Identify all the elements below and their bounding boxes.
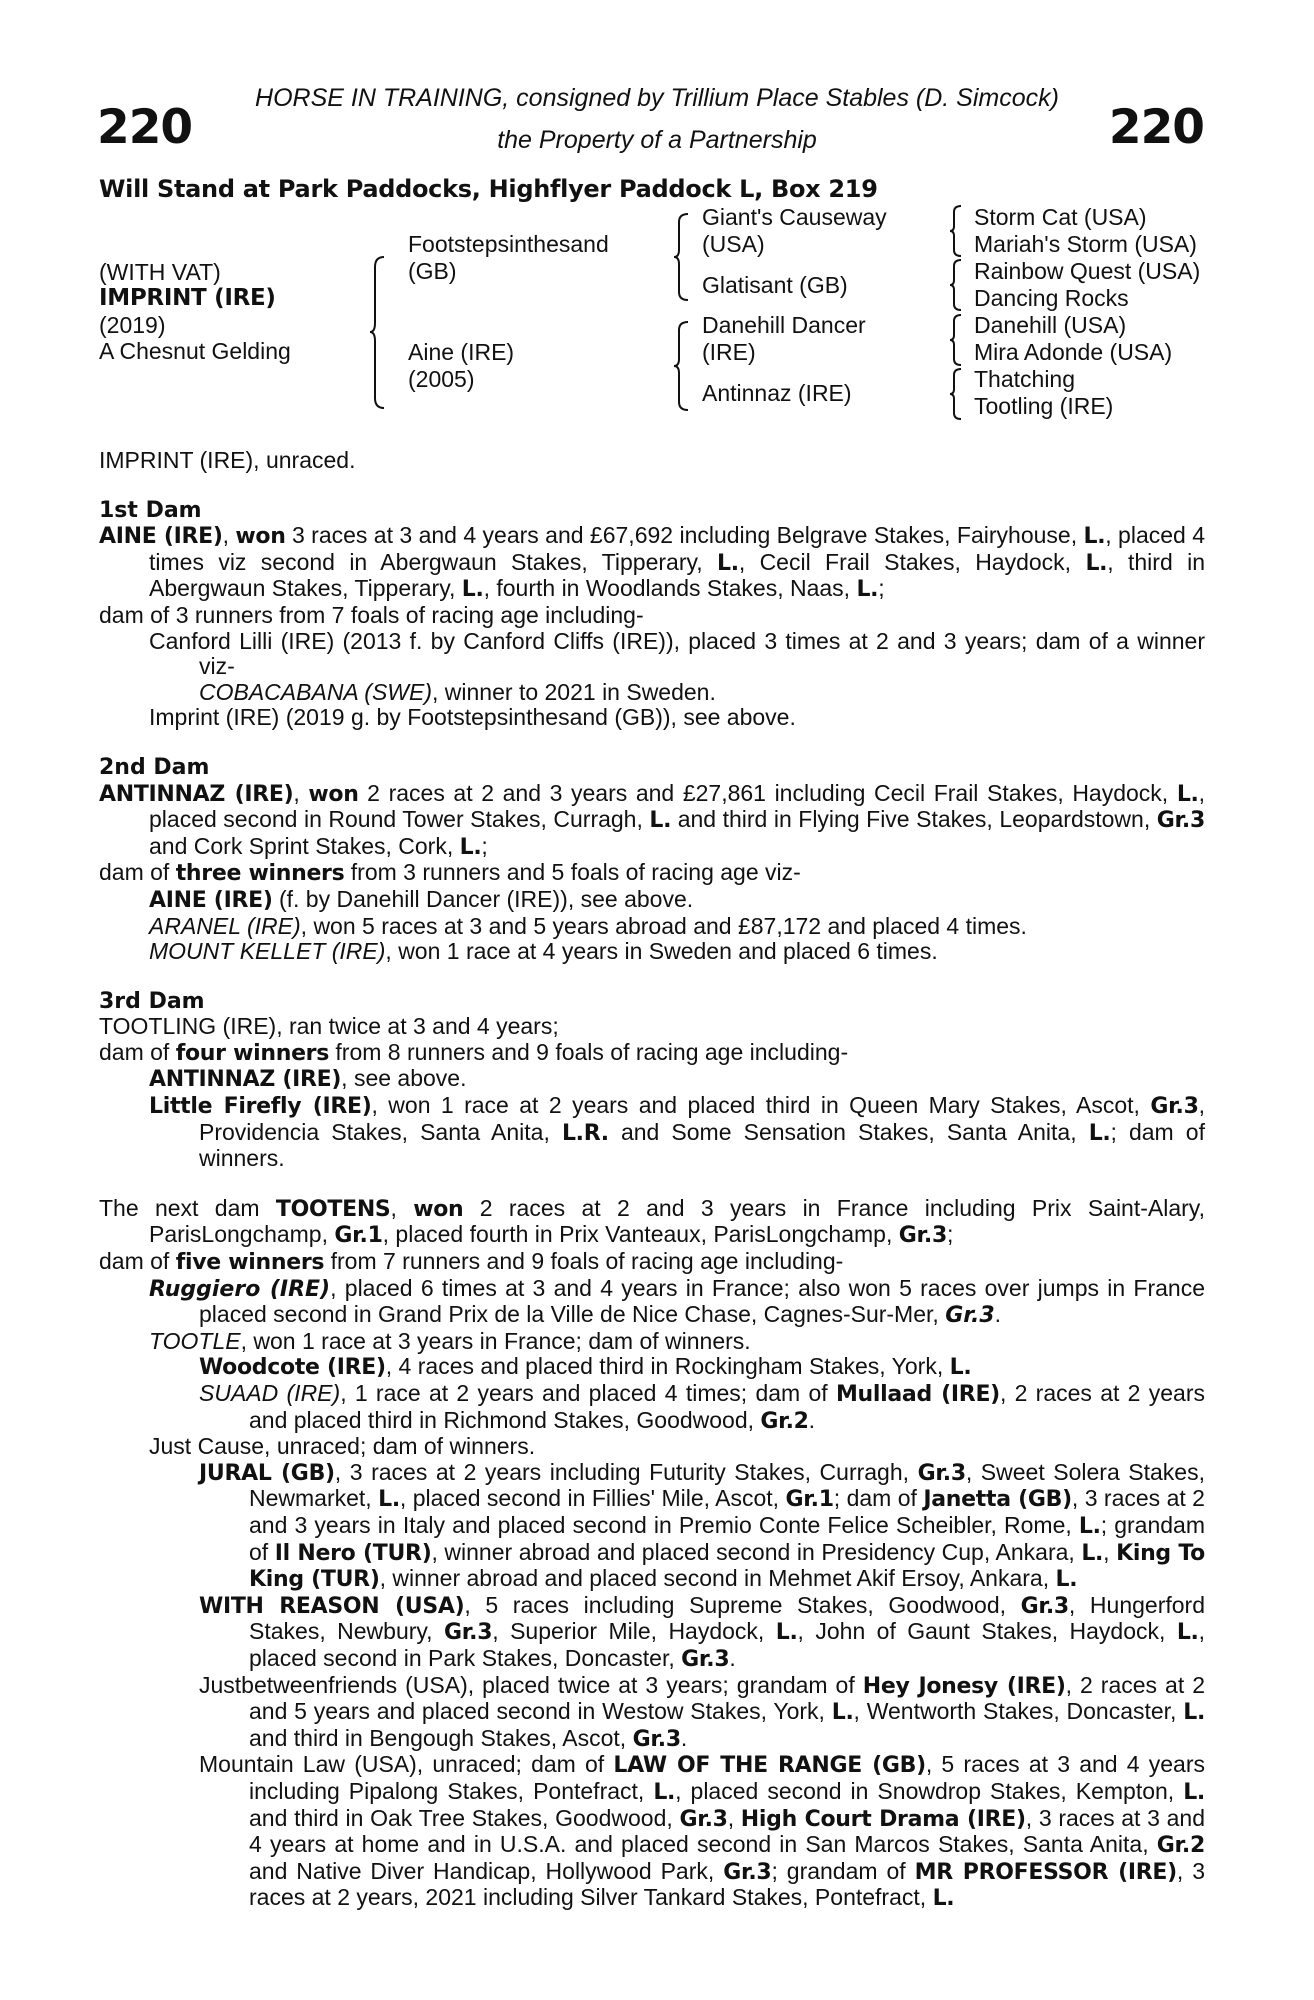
second-dam-produce-summary: dam of three winners from 3 runners and 5 foals of racing age viz-: [99, 859, 801, 887]
dam-year: (2005): [408, 366, 475, 392]
horse-description: A Chesnut Gelding: [99, 338, 291, 364]
lot-number-left: 220: [97, 100, 193, 155]
produce-item: JURAL (GB), 3 races at 2 years including Futurity Stakes, Curragh, Gr.3, Sweet Solera Stakes, Newmarket, L., placed second in Fillies' Mile, Ascot, Gr.1; dam of Janetta (GB), 3 races at 2 and 3 years in Italy and placed second in Premio Conte Felice Scheibler, Rome, L.; grandam of Il Nero (TUR), winner abroad and placed second in Presidency Cup, Ankara, L., King To King (TUR), winner abroad and placed second in Mehmet Akif Ersoy, Ankara, L.: [199, 1458, 1206, 1593]
second-dam-title: 2nd Dam: [99, 754, 210, 780]
first-dam-title: 1st Dam: [99, 497, 202, 523]
dd-dam: Tootling (IRE): [974, 393, 1114, 419]
fourth-dam-record: The next dam TOOTENS, won 2 races at 2 and 3 years in France including Prix Saint-Alary, ParisLongchamp, Gr.1, placed fourth in Prix Vanteaux, ParisLongchamp, Gr.3;: [99, 1194, 1205, 1249]
ss-dam: Mariah's Storm (USA): [974, 231, 1197, 257]
sd-brace: [948, 258, 964, 312]
second-dam-section: [99, 755, 1205, 965]
third-dam-produce-summary: dam of four winners from 8 runners and 9 foals of racing age including-: [99, 1038, 849, 1066]
second-dam-record: ANTINNAZ (IRE), won 2 races at 2 and 3 years and £27,861 including Cecil Frail Stakes, Haydock, L., placed second in Round Tower Stakes, Curragh, L. and third in Flying Five Stakes, Leopardstown, Gr.3 and Cork Sprint Stakes, Cork, L.;: [99, 779, 1205, 860]
produce-item: Canford Lilli (IRE) (2013 f. by Canford Cliffs (IRE)), placed 3 times at 2 and 3 years; dam of a winner viz-: [149, 627, 1205, 680]
fourth-dam-section: [99, 1196, 1205, 1912]
catalogue-notes: [99, 448, 1205, 1912]
produce-item: Ruggiero (IRE), placed 6 times at 3 and 4 years in France; also won 5 races over jumps in France placed second in Grand Prix de la Ville de Nice Chase, Cagnes-Sur-Mer, Gr.3.: [149, 1274, 1206, 1329]
horse-intro: IMPRINT (IRE), unraced.: [99, 447, 356, 473]
produce-item: Little Firefly (IRE), won 1 race at 2 years and placed third in Queen Mary Stakes, Ascot, Gr.3, Providencia Stakes, Santa Anita, L.R. and Some Sensation Stakes, Santa Anita, L.; dam of winners.: [149, 1092, 1205, 1172]
first-dam-produce-summary: dam of 3 runners from 7 foals of racing age including-: [99, 601, 644, 628]
produce-item: Justbetweenfriends (USA), placed twice at 3 years; grandam of Hey Jonesy (IRE), 2 races at 2 and 5 years and placed second in Westow Stakes, York, L., Wentworth Stakes, Doncaster, L. and third in Bengough Stakes, Ascot, Gr.3.: [199, 1671, 1206, 1752]
produce-item: Imprint (IRE) (2019 g. by Footstepsinthesand (GB)), see above.: [149, 704, 796, 731]
third-dam-section: [99, 989, 1205, 1172]
produce-item: AINE (IRE) (f. by Danehill Dancer (IRE)), see above.: [149, 885, 694, 913]
dam-brace: [672, 320, 692, 412]
produce-item: ARANEL (IRE), won 5 races at 3 and 5 years abroad and £87,172 and placed 4 times.: [149, 912, 1027, 939]
main-brace: [368, 255, 388, 410]
first-dam-section: [99, 498, 1205, 731]
dam-name: Aine (IRE): [408, 339, 515, 365]
consignment-line: HORSE IN TRAINING, consigned by Trillium Place Stables (D. Simcock): [255, 84, 1059, 112]
third-dam-record: TOOTLING (IRE), ran twice at 3 and 4 years;: [99, 1013, 559, 1040]
vat-note: (WITH VAT): [99, 259, 221, 285]
produce-item: MOUNT KELLET (IRE), won 1 race at 4 years in Sweden and placed 6 times.: [149, 938, 938, 965]
sd-sire: Rainbow Quest (USA): [974, 258, 1201, 284]
dam-sire-country: (IRE): [702, 339, 756, 365]
ss-brace: [948, 204, 964, 258]
horse-name: IMPRINT (IRE): [99, 285, 276, 311]
sire-sire-country: (USA): [702, 231, 765, 257]
produce-item: TOOTLE, won 1 race at 3 years in France; dam of winners.: [149, 1327, 751, 1354]
ss-sire: Storm Cat (USA): [974, 204, 1147, 230]
fourth-dam-produce-summary: dam of five winners from 7 runners and 9 foals of racing age including-: [99, 1248, 844, 1276]
first-dam-record: AINE (IRE), won 3 races at 3 and 4 years and £67,692 including Belgrave Stakes, Fairyhouse, L., placed 4 times viz second in Abergwaun Stakes, Tipperary, L., Cecil Frail Stakes, Haydock, L., third in Abergwaun Stakes, Tipperary, L., fourth in Woodlands Stakes, Naas, L.;: [99, 522, 1206, 603]
produce-item: ANTINNAZ (IRE), see above.: [149, 1065, 467, 1093]
produce-item: SUAAD (IRE), 1 race at 2 years and placed 4 times; dam of Mullaad (IRE), 2 races at 2 years and placed third in Richmond Stakes, Goodwood, Gr.2.: [199, 1380, 1205, 1434]
dam-dam: Antinnaz (IRE): [702, 380, 852, 406]
ds-dam: Mira Adonde (USA): [974, 339, 1173, 365]
sire-brace: [672, 212, 692, 302]
foaling-year: (2019): [99, 312, 166, 338]
sire-country: (GB): [408, 258, 457, 284]
produce-item: Just Cause, unraced; dam of winners.: [149, 1433, 536, 1460]
dd-brace: [948, 367, 964, 421]
sire-dam: Glatisant (GB): [702, 272, 848, 298]
dam-sire: Danehill Dancer: [702, 312, 866, 338]
produce-item: Woodcote (IRE), 4 races and placed third in Rockingham Stakes, York, L.: [199, 1353, 972, 1381]
third-dam-title: 3rd Dam: [99, 988, 205, 1014]
ownership-line: the Property of a Partnership: [497, 126, 817, 154]
stand-location: Will Stand at Park Paddocks, Highflyer Paddock L, Box 219: [99, 175, 878, 203]
produce-item: Mountain Law (USA), unraced; dam of LAW OF THE RANGE (GB), 5 races at 3 and 4 years including Pipalong Stakes, Pontefract, L., placed second in Snowdrop Stakes, Kempton, L. and third in Oak Tree Stakes, Goodwood, Gr.3, High Court Drama (IRE), 3 races at 3 and 4 years at home and in U.S.A. and placed second in San Marcos Stakes, Santa Anita, Gr.2 and Native Diver Handicap, Hollywood Park, Gr.3; grandam of MR PROFESSOR (IRE), 3 races at 2 years, 2021 including Silver Tankard Stakes, Pontefract, L.: [199, 1751, 1206, 1912]
lot-number-right: 220: [1108, 100, 1204, 155]
produce-item: COBACABANA (SWE), winner to 2021 in Sweden.: [199, 678, 716, 705]
sd-dam: Dancing Rocks: [974, 285, 1129, 311]
ds-sire: Danehill (USA): [974, 312, 1127, 338]
produce-item: WITH REASON (USA), 5 races including Supreme Stakes, Goodwood, Gr.3, Hungerford Stakes, Newbury, Gr.3, Superior Mile, Haydock, L., John of Gaunt Stakes, Haydock, L., placed second in Park Stakes, Doncaster, Gr.3.: [199, 1591, 1205, 1672]
ds-brace: [948, 313, 964, 367]
sire-name: Footstepsinthesand: [408, 231, 609, 257]
sire-sire: Giant's Causeway: [702, 204, 887, 230]
dd-sire: Thatching: [974, 366, 1076, 392]
